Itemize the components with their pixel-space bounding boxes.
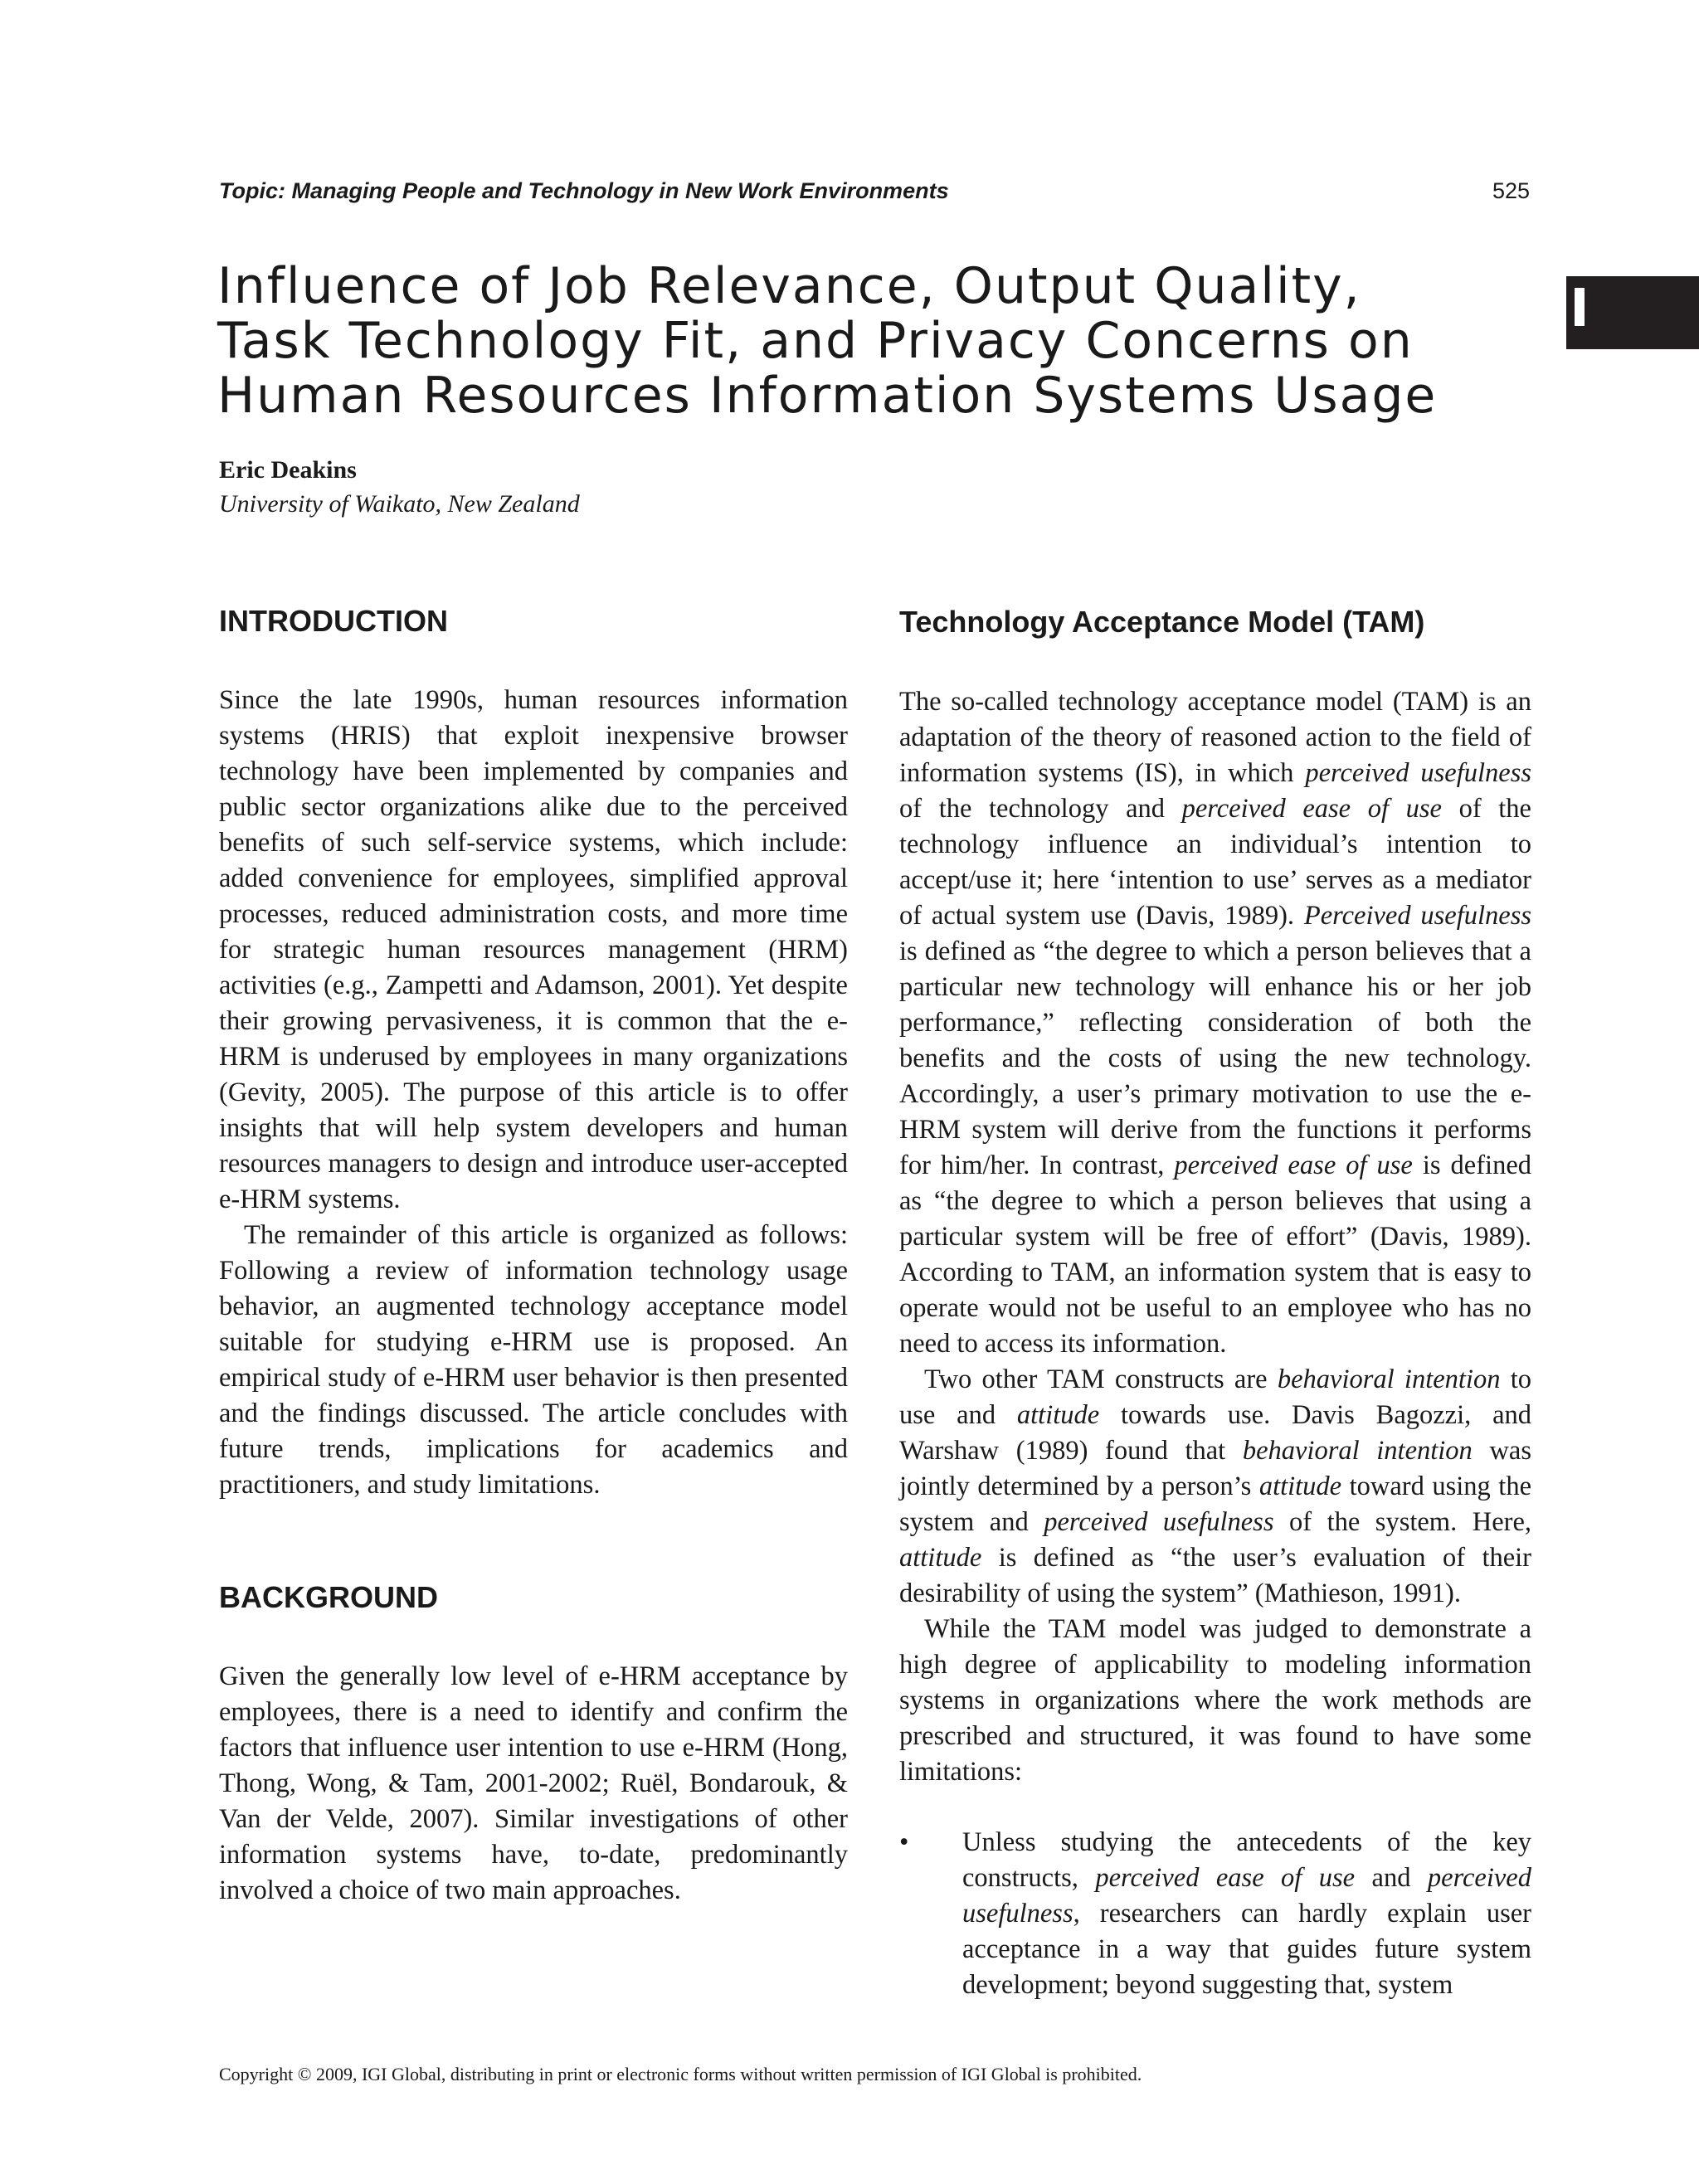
tam-paragraph: Two other TAM constructs are behavioral intention to use and attitude towards use. Davis Bagozzi, and Warshaw (1989) found that behavioral intention was jointly determined by a person’s attitude toward using the system and perceived usefulness of the system. Here, attitude is defined as “the user’s evaluation of their desirability of using the system” (Mathieson, 1991). [899,1364,1532,1608]
copyright-notice: Copyright © 2009, IGI Global, distributing in print or electronic forms without written permission of IGI Global is prohibited. [219,2064,1142,2084]
tam-paragraph: While the TAM model was judged to demonstrate a high degree of applicability to modeling information systems in organizations where the work methods are prescribed and structured, it was found to have some limitations: [899,1614,1531,1787]
running-head-topic: Topic: Managing People and Technology in New Work Environments [219,178,949,203]
page-number: 525 [1492,178,1530,203]
limitations-list [899,1825,1531,2003]
introduction-paragraph: Since the late 1990s, human resources information systems (HRIS) that exploit inexpensive browser technology have been implemented by companies and public sector organizations alike due to the perceived benefits of such self-service systems, which include: added convenience for employees, simplified approval processes, reduced administration costs, and more time for strategic human resources management (HRM) activities (e.g., Zampetti and Adamson, 2001). Yet despite their growing pervasiveness, it is common that the e-HRM is underused by employees in many organizations (Gevity, 2005). The purpose of this article is to offer insights that will help system developers and human resources managers to design and introduce user-accepted e-HRM systems. [219,685,848,1214]
article-title [217,259,1578,423]
tam-paragraph: The so-called technology acceptance model (TAM) is an adaptation of the theory of reasoned action to the field of information systems (IS), in which perceived usefulness of the technology and perceived ease of use of the technology influence an individual’s intention to accept/use it; here ‘intention to use’ serves as a mediator of actual system use (Davis, 1989). Perceived usefulness is defined as “the degree to which a person believes that a particular new technology will enhance his or her job performance,” reflecting consideration of both the benefits and the costs of using the new technology. Accordingly, a user’s primary motivation to use the e-HRM system will derive from the functions it performs for him/her. In contrast, perceived ease of use is defined as “the degree to which a person believes that using a particular system will be free of effort” (Davis, 1989). According to TAM, an information system that is easy to operate would not be useful to an employee who has no need to access its information. [899,687,1531,1359]
list-item: • Unless studying the antecedents of the key constructs, perceived ease of use and perceived usefulness, researchers can hardly explain user acceptance in a way that guides future system development; beyond suggesting that, system [899,1825,1531,2003]
background-paragraph: Given the generally low level of e-HRM acceptance by employees, there is a need to identify and confirm the factors that influence user intention to use e-HRM (Hong, Thong, Wong, & Tam, 2001-2002; Ruël, Bondarouk, & Van der Velde, 2007). Similar investigations of other information systems have, to-date, predominantly involved a choice of two main approaches. [219,1661,848,1905]
left-column [219,603,848,1909]
right-column [899,603,1531,2003]
author-affiliation: University of Waikato, New Zealand [219,490,580,518]
section-edge-tab [1566,276,1699,349]
background-heading: BACKGROUND [219,1580,438,1614]
title-line: Influence of Job Relevance, Output Quality, [217,257,1361,315]
introduction-heading: INTRODUCTION [219,604,448,638]
title-line: Human Resources Information Systems Usage [217,367,1438,425]
author-name: Eric Deakins [219,456,357,484]
title-line: Task Technology Fit, and Privacy Concerns on [217,312,1414,370]
bullet-icon: • [899,1827,909,1857]
tam-heading: Technology Acceptance Model (TAM) [899,605,1425,639]
introduction-paragraph: The remainder of this article is organized as follows: Following a review of information technology usage behavior, an augmented technology acceptance model suitable for studying e-HRM use is proposed. An empirical study of e-HRM user behavior is then presented and the findings discussed. The article concludes with future trends, implications for academics and practitioners, and study limitations. [219,1220,848,1500]
